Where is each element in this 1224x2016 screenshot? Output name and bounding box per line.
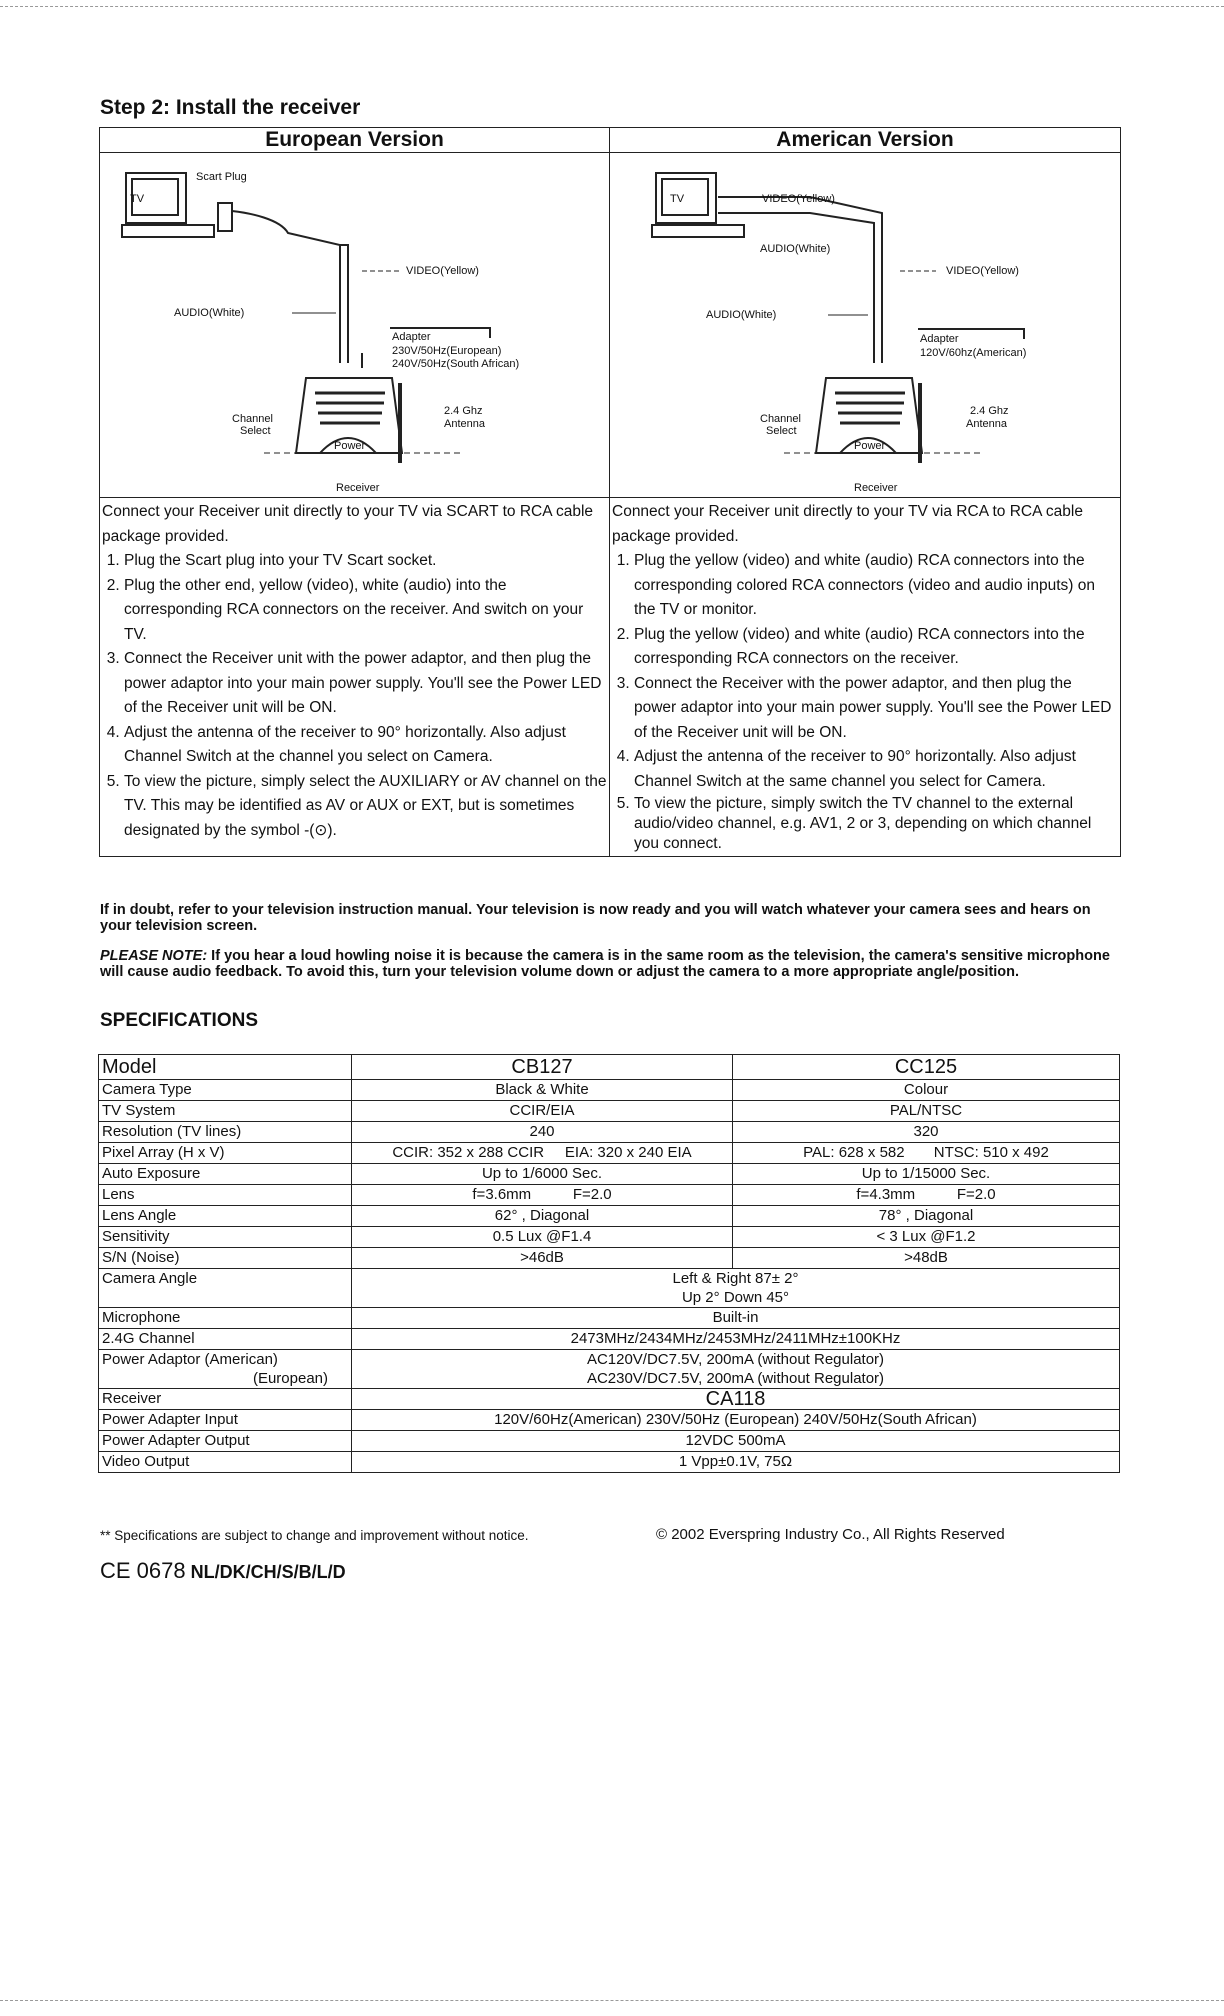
tv-screen-outline bbox=[662, 179, 708, 215]
spec-label: Sensitivity bbox=[99, 1227, 352, 1248]
scart-plug-shape bbox=[218, 203, 232, 231]
channel-select-label-1: Channel bbox=[760, 413, 801, 425]
adapter-spec: 120V/60hz(American) bbox=[920, 347, 1027, 359]
power-label: Power bbox=[334, 440, 366, 452]
spec-value-cc125: 78° , Diagonal bbox=[733, 1206, 1120, 1227]
spec-label: Receiver bbox=[99, 1389, 352, 1410]
scart-plug-label: Scart Plug bbox=[196, 171, 247, 183]
spec-value-channel: 2473MHz/2434MHz/2453MHz/2411MHz±100KHz bbox=[352, 1329, 1120, 1350]
european-step-2: 2. Plug the other end, yellow (video), white (audio) into the corresponding RCA connectors on the receiver. And switch on your TV. bbox=[124, 574, 607, 648]
spec-value-cb127: CCIR: 352 x 288 CCIR EIA: 320 x 240 EIA bbox=[352, 1143, 733, 1164]
spec-label: 2.4G Channel bbox=[99, 1329, 352, 1350]
spec-value-receiver: CA118 bbox=[352, 1389, 1120, 1410]
power-adaptor-label-2: (European) bbox=[252, 1370, 328, 1387]
spec-value-cc125: PAL/NTSC bbox=[733, 1101, 1120, 1122]
scan-line-bottom bbox=[0, 2000, 1224, 2001]
spec-row bbox=[99, 1308, 1120, 1329]
adapter-spec-2: 240V/50Hz(South African) bbox=[392, 358, 520, 370]
copyright: © 2002 Everspring Industry Co., All Rights Reserved bbox=[656, 1526, 1005, 1543]
spec-value-cb127: 240 bbox=[352, 1122, 733, 1143]
spec-value-cb127: 62° , Diagonal bbox=[352, 1206, 733, 1227]
please-note-text: If you hear a loud howling noise it is because the camera is in the same room as the television, the camera's sensitive microphone will cause audio feedback. To avoid this, turn your television volume down or adjust the camera to a more appropriate angle/position. bbox=[100, 948, 1110, 980]
spec-row bbox=[99, 1410, 1120, 1431]
specs-title: SPECIFICATIONS bbox=[100, 1010, 258, 1031]
spec-label: Video Output bbox=[99, 1452, 352, 1473]
install-table bbox=[99, 127, 1121, 857]
channel-select-label-2: Select bbox=[240, 425, 271, 437]
spec-value-power-input: 120V/60Hz(American) 230V/50Hz (European) 240V/50Hz(South African) bbox=[352, 1410, 1120, 1431]
spec-value-cb127: CCIR/EIA bbox=[352, 1101, 733, 1122]
audio-label: AUDIO(White) bbox=[174, 307, 245, 319]
ce-countries: NL/DK/CH/S/B/L/D bbox=[185, 1562, 346, 1582]
spec-label: Camera Type bbox=[99, 1080, 352, 1101]
spec-row bbox=[99, 1248, 1120, 1269]
spec-value-cc125: f=4.3mm F=2.0 bbox=[733, 1185, 1120, 1206]
power-adaptor-value-2: AC230V/DC7.5V, 200mA (without Regulator) bbox=[586, 1370, 885, 1387]
european-heading: European Version bbox=[100, 128, 609, 153]
adapter-spec-1: 230V/50Hz(European) bbox=[392, 345, 502, 357]
vcr-box bbox=[122, 225, 214, 237]
european-step-1: 1. Plug the Scart plug into your TV Scart socket. bbox=[124, 549, 607, 574]
vcr-box bbox=[652, 225, 744, 237]
spec-value-power-adaptor bbox=[352, 1350, 1120, 1389]
spec-row bbox=[99, 1431, 1120, 1452]
spec-row bbox=[99, 1122, 1120, 1143]
spec-row bbox=[99, 1185, 1120, 1206]
spec-label: Power Adapter Input bbox=[99, 1410, 352, 1431]
specs-table bbox=[98, 1054, 1120, 1473]
spec-row bbox=[99, 1080, 1120, 1101]
adapter-label: Adapter bbox=[392, 331, 431, 343]
european-step-3: 3. Connect the Receiver unit with the power adaptor, and then plug the power adaptor into your main power supply. You'll see the Power LED of the Receiver unit will be ON. bbox=[124, 647, 607, 721]
power-adaptor-label-1: Power Adaptor (American) bbox=[102, 1351, 278, 1368]
spec-row bbox=[99, 1452, 1120, 1473]
spec-header-model: Model bbox=[99, 1055, 352, 1080]
american-intro: Connect your Receiver unit directly to your TV via RCA to RCA cable package provided. bbox=[612, 503, 1083, 545]
european-column bbox=[100, 128, 610, 498]
step-title: Step 2: Install the receiver bbox=[100, 96, 361, 119]
footer-note: ** Specifications are subject to change and improvement without notice. bbox=[100, 1528, 529, 1543]
antenna-label-2: Antenna bbox=[966, 418, 1007, 430]
spec-row bbox=[99, 1101, 1120, 1122]
spec-value-cc125: PAL: 628 x 582 NTSC: 510 x 492 bbox=[733, 1143, 1120, 1164]
channel-select-label-1: Channel bbox=[232, 413, 273, 425]
american-step-2: 2. Plug the yellow (video) and white (audio) RCA connectors into the corresponding RCA connectors on the receiver. bbox=[634, 623, 1118, 672]
spec-value-video-output: 1 Vpp±0.1V, 75Ω bbox=[352, 1452, 1120, 1473]
ce-marking bbox=[100, 1558, 346, 1584]
ce-mark: CE 0678 bbox=[100, 1558, 186, 1583]
camera-angle-line-2: Up 2° Down 45° bbox=[681, 1289, 790, 1306]
european-step-4: 4. Adjust the antenna of the receiver to 90° horizontally. Also adjust Channel Switch at the channel you select on Camera. bbox=[124, 721, 607, 770]
spec-value-cc125: Colour bbox=[733, 1080, 1120, 1101]
spec-value-cc125: Up to 1/15000 Sec. bbox=[733, 1164, 1120, 1185]
spec-row-camera-angle bbox=[99, 1269, 1120, 1308]
spec-row-power-adaptor bbox=[99, 1350, 1120, 1389]
spec-value-microphone: Built-in bbox=[352, 1308, 1120, 1329]
audio-top-label: AUDIO(White) bbox=[760, 243, 831, 255]
european-step-5: 5. To view the picture, simply select the AUXILIARY or AV channel on the TV. This may be identified as AV or AUX or EXT, but is sometimes designated by the symbol -(⊙). bbox=[124, 770, 607, 844]
video-label: VIDEO(Yellow) bbox=[946, 265, 1019, 277]
receiver-label: Receiver bbox=[336, 482, 380, 494]
european-diagram bbox=[100, 153, 609, 497]
receiver-label: Receiver bbox=[854, 482, 898, 494]
american-instructions bbox=[610, 498, 1121, 857]
spec-label: Lens Angle bbox=[99, 1206, 352, 1227]
power-label: Power bbox=[854, 440, 886, 452]
adapter-label: Adapter bbox=[920, 333, 959, 345]
spec-value-cb127: 0.5 Lux @F1.4 bbox=[352, 1227, 733, 1248]
american-diagram bbox=[610, 153, 1120, 497]
audio-label: AUDIO(White) bbox=[706, 309, 777, 321]
please-note-label: PLEASE NOTE: bbox=[100, 948, 208, 964]
spec-value-power-output: 12VDC 500mA bbox=[352, 1431, 1120, 1452]
spec-value-cb127: f=3.6mm F=2.0 bbox=[352, 1185, 733, 1206]
spec-row bbox=[99, 1389, 1120, 1410]
spec-header-cc125: CC125 bbox=[733, 1055, 1120, 1080]
tv-label: TV bbox=[130, 193, 145, 205]
scan-line-top bbox=[0, 6, 1224, 7]
spec-row bbox=[99, 1227, 1120, 1248]
tv-label: TV bbox=[670, 193, 685, 205]
spec-label: TV System bbox=[99, 1101, 352, 1122]
spec-label: Microphone bbox=[99, 1308, 352, 1329]
american-step-5: 5. To view the picture, simply switch the TV channel to the external audio/video channel, e.g. AV1, 2 or 3, depending on which channel you connect. bbox=[634, 794, 1118, 854]
spec-row bbox=[99, 1206, 1120, 1227]
spec-row bbox=[99, 1164, 1120, 1185]
antenna-label-2: Antenna bbox=[444, 418, 485, 430]
spec-value-camera-angle bbox=[352, 1269, 1120, 1308]
spec-label: Auto Exposure bbox=[99, 1164, 352, 1185]
spec-row bbox=[99, 1329, 1120, 1350]
spec-label: S/N (Noise) bbox=[99, 1248, 352, 1269]
power-adaptor-value-1: AC120V/DC7.5V, 200mA (without Regulator) bbox=[586, 1351, 885, 1368]
camera-angle-line-1: Left & Right 87± 2° bbox=[672, 1270, 799, 1287]
spec-value-cb127: Black & White bbox=[352, 1080, 733, 1101]
spec-value-cb127: >46dB bbox=[352, 1248, 733, 1269]
spec-value-cc125: 320 bbox=[733, 1122, 1120, 1143]
american-step-3: 3. Connect the Receiver with the power adaptor, and then plug the power adaptor into your main power supply. You'll see the Power LED of the Receiver unit will be ON. bbox=[634, 672, 1118, 746]
spec-label: Pixel Array (H x V) bbox=[99, 1143, 352, 1164]
european-instructions bbox=[100, 498, 610, 857]
american-step-4: 4. Adjust the antenna of the receiver to 90° horizontally. Also adjust Channel Switch at the same channel you select for Camera. bbox=[634, 745, 1118, 794]
specs-header-row bbox=[99, 1055, 1120, 1080]
spec-value-cc125: < 3 Lux @F1.2 bbox=[733, 1227, 1120, 1248]
spec-label-power-adaptor bbox=[99, 1350, 352, 1389]
american-heading: American Version bbox=[610, 128, 1120, 153]
spec-value-cc125: >48dB bbox=[733, 1248, 1120, 1269]
doubt-note: If in doubt, refer to your television instruction manual. Your television is now ready and you will watch whatever your camera sees and hears on your television screen. bbox=[100, 902, 1091, 934]
video-label: VIDEO(Yellow) bbox=[406, 265, 479, 277]
channel-select-label-2: Select bbox=[766, 425, 797, 437]
antenna-label-1: 2.4 Ghz bbox=[444, 405, 483, 417]
spec-label: Resolution (TV lines) bbox=[99, 1122, 352, 1143]
spec-row bbox=[99, 1143, 1120, 1164]
spec-label: Lens bbox=[99, 1185, 352, 1206]
spec-header-cb127: CB127 bbox=[352, 1055, 733, 1080]
american-column bbox=[610, 128, 1121, 498]
european-intro: Connect your Receiver unit directly to your TV via SCART to RCA cable package provided. bbox=[102, 503, 594, 545]
antenna-label-1: 2.4 Ghz bbox=[970, 405, 1009, 417]
spec-value-cb127: Up to 1/6000 Sec. bbox=[352, 1164, 733, 1185]
american-step-1: 1. Plug the yellow (video) and white (audio) RCA connectors into the corresponding colored RCA connectors (video and audio inputs) on the TV or monitor. bbox=[634, 549, 1118, 623]
spec-label: Camera Angle bbox=[99, 1269, 352, 1308]
video-top-label: VIDEO(Yellow) bbox=[762, 193, 835, 205]
please-note bbox=[100, 948, 1120, 980]
spec-label: Power Adapter Output bbox=[99, 1431, 352, 1452]
